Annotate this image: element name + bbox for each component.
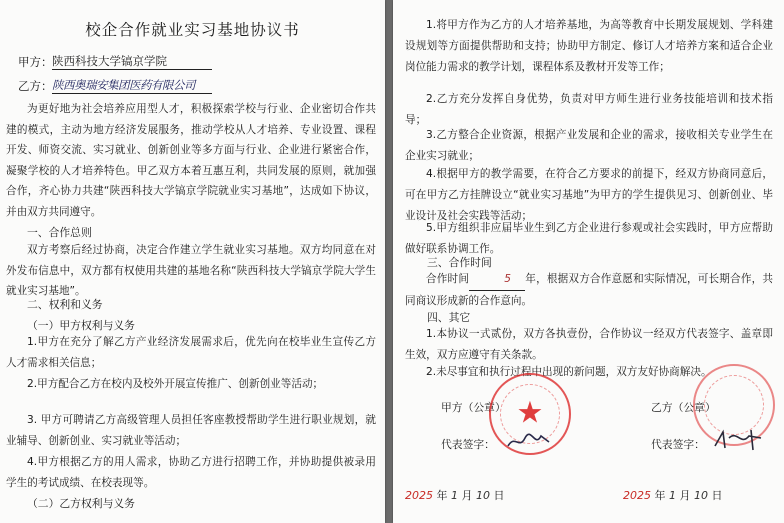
right-page: [393, 0, 784, 523]
party-a-date-day: 10: [476, 489, 490, 502]
seal-star-icon: ★: [516, 395, 544, 431]
party-a-clause-3: 3. 甲方可聘请乙方高级管理人员担任客座教授帮助学生进行职业规划，就业辅导、创新创业、实习就业等活动；: [6, 414, 376, 447]
term-paragraph: [405, 269, 773, 312]
term-suffix: 年，根据双方合作意愿和实际情况，可长期合作，共同商议形成新的合作意向。: [405, 273, 774, 307]
section-2a-title: （一）甲方权利与义务: [27, 319, 135, 332]
party-b-seal-label: 乙方（公章）: [651, 401, 716, 414]
party-a-value: 陕西科技大学镐京学院: [52, 53, 212, 70]
party-a: [18, 54, 167, 71]
party-b-label: 乙方：: [18, 79, 53, 93]
party-a-seal-label: 甲方（公章）: [441, 401, 506, 414]
section-4-title: 四、其它: [427, 311, 471, 324]
section-1-body: 双方考察后经过协商，决定合作建立学生就业实习基地。双方均同意在对外发布信息中，双方都有权使用共建的基地名称“陕西科技大学镐京学院大学生就业实习基地”。: [6, 244, 376, 297]
day-char: 日: [711, 489, 723, 502]
party-a-clause-2: 2.甲方配合乙方在校内及校外开展宣传推广、创新创业等活动；: [27, 378, 324, 390]
party-b-date-month: 1: [669, 489, 676, 502]
party-a-date-year: 2025: [405, 489, 433, 502]
party-b-clause-3: 3.乙方整合企业资源，根据产业发展和企业的需求，接收相关专业学生在企业实习就业；: [405, 129, 773, 162]
party-b-date: [623, 487, 723, 503]
party-b-rep-label: 代表签字：: [651, 438, 705, 451]
month-char: 月: [461, 489, 473, 502]
party-b-clause-4: 4.根据甲方的教学需要，在符合乙方要求的前提下，经双方协商同意后，可在甲方乙方挂牌设立“就业实习基地”为甲方的学生提供见习、创新创业、毕业设计及社会实践等活动；: [405, 168, 773, 222]
section-1-title: 一、合作总则: [27, 226, 92, 239]
party-b-clause-2: 2.乙方充分发挥自身优势，负责对甲方师生进行业务技能培训和技术指导；: [405, 93, 773, 126]
party-b-clause-5: 5.甲方组织非应届毕业生到乙方企业进行参观或社会实践时，甲方应帮助做好联系协调工作。: [405, 222, 773, 255]
section-2-title: 二、权利和义务: [27, 298, 103, 311]
section-2b-title: （二）乙方权利与义务: [27, 497, 135, 510]
party-a-clause-1: 1.甲方在充分了解乙方产业经济发展需求后，优先向在校毕业生宣传乙方人才需求相关信息；: [6, 336, 376, 369]
day-char: 日: [493, 489, 505, 502]
document-title: 校企合作就业实习基地协议书: [85, 21, 300, 39]
party-a-date: [405, 487, 505, 503]
left-page: [0, 0, 385, 523]
section-3-title: 三、合作时间: [427, 256, 492, 269]
year-char: 年: [654, 489, 666, 502]
party-b: [18, 78, 195, 95]
party-b-value: 陕西奥瑞安集团医药有限公司: [52, 77, 212, 94]
other-clause-1: 1.本协议一式贰份，双方各执壹份，合作协议一经双方代表签字、盖章即生效，双方应遵守有关条款。: [405, 328, 773, 361]
party-a-rep-label: 代表签字：: [441, 438, 495, 451]
party-a-date-month: 1: [451, 489, 458, 502]
party-b-date-day: 10: [694, 489, 708, 502]
party-b-clause-1: 1.将甲方作为乙方的人才培养基地，为高等教育中长期发展规划、学科建设规划等方面提供帮助和支持；协助甲方制定、修订人才培养方案和适合企业岗位能力需求的教学计划，课程体系及教材开发等工作；: [405, 19, 773, 73]
party-b-signature: [711, 426, 767, 454]
year-char: 年: [436, 489, 448, 502]
party-a-label: 甲方：: [18, 55, 53, 69]
intro-paragraph: 为更好地为社会培养应用型人才，积极探索学校与行业、企业密切合作共建的模式，主动为地方经济发展服务，推动学校从人才培养、专业设置、课程开发、师资交流、实习就业、创新创业等多方面与行业、企业进行紧密合作，凝聚学校的人才培养特色。甲乙双方本着互惠互利，共同发展的原则，就加强合作，齐心协力共建“陕西科技大学镐京学院就业实习基地”，达成如下协议，并由双方共同遵守。: [6, 103, 376, 218]
month-char: 月: [679, 489, 691, 502]
term-years: 5: [504, 273, 511, 285]
other-clause-2: 2.未尽事宜和执行过程中出现的新问题，双方友好协商解决。: [426, 366, 712, 378]
term-years-blank: [469, 269, 525, 291]
term-prefix: 合作时间: [426, 273, 470, 285]
party-a-clause-4: 4.甲方根据乙方的用人需求，协助乙方进行招聘工作，并协助提供被录用学生的考试成绩、在校表现等。: [6, 456, 376, 489]
party-b-date-year: 2025: [623, 489, 651, 502]
party-a-signature: [505, 428, 553, 454]
